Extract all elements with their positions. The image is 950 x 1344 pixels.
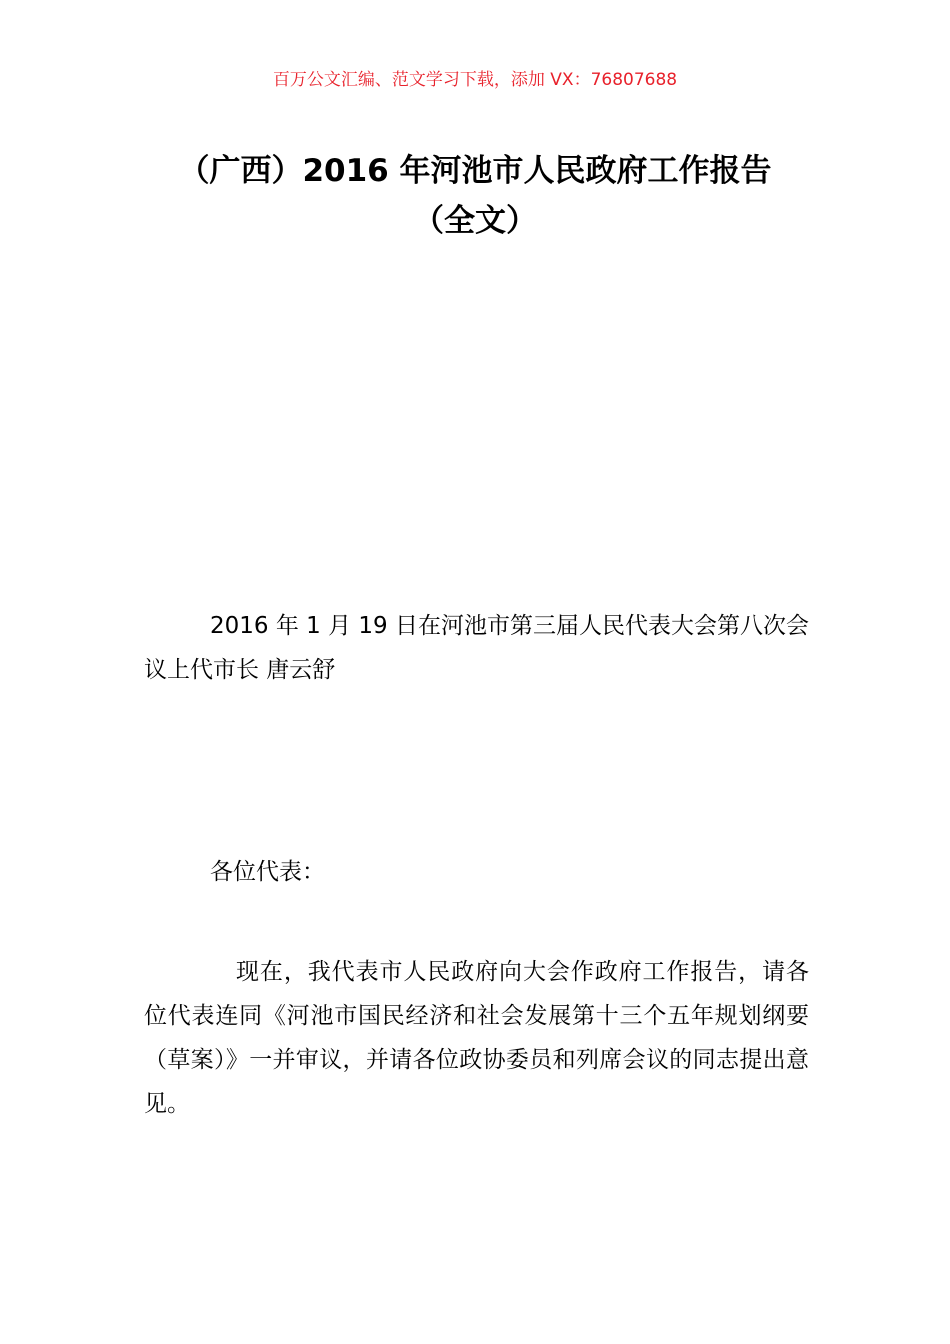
document-title (120, 146, 830, 246)
salutation: 各位代表： (210, 859, 325, 885)
date-speaker-line: 2016 年 1 月 19 日在河池市第三届人民代表大会第八次会议上代市长 唐云舒 (144, 613, 809, 683)
body-paragraph: 现在，我代表市人民政府向大会作政府工作报告，请各位代表连同《河池市国民经济和社会发展第十三个五年规划纲要（草案）》一并审议，并请各位政协委员和列席会议的同志提出意见。 (144, 959, 809, 1117)
document-title-line-2: （全文） (413, 203, 537, 239)
promo-header-text: 百万公文汇编、范文学习下载，添加 VX：76807688 (272, 70, 678, 90)
document-title-line-1: （广西）2016 年河池市人民政府工作报告 (178, 153, 772, 189)
